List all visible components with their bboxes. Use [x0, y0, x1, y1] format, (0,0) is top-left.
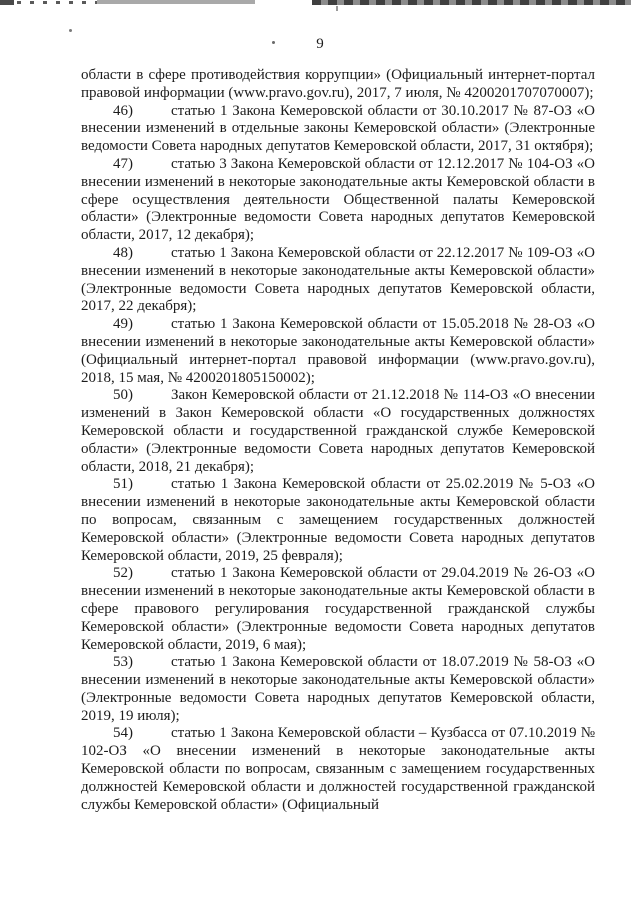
scan-edge-artifact: [17, 1, 97, 4]
item-number: 46): [113, 102, 133, 119]
item-number: 49): [113, 316, 133, 333]
item-text: статью 1 Закона Кемеровской области от 18.07.2019 № 58-ОЗ «О внесении изменений в некоторые законодательные акты Кемеровской области» (Электронные ведомости Совета народных депутатов Кемеровской области, 2019, 19 июля);: [81, 654, 595, 724]
item-number: 50): [113, 387, 133, 404]
item-text: статью 1 Закона Кемеровской области от 29.04.2019 № 26-ОЗ «О внесении изменений в некоторые законодательные акты Кемеровской области в сфере правового регулирования государственной гражданской службы Кемеровской области» (Электронные ведомости Совета народных депутатов Кемеровской области, 2019, 6 мая);: [81, 565, 595, 653]
list-item-53: [81, 654, 595, 725]
item-number: 51): [113, 476, 133, 493]
scan-edge-artifact: [0, 0, 14, 5]
item-text: статью 1 Закона Кемеровской области от 30.10.2017 № 87-ОЗ «О внесении изменений в отдельные законы Кемеровской области» (Электронные ведомости Совета народных депутатов Кемеровской области, 2017, 31 октября);: [81, 102, 595, 155]
item-text: статью 1 Закона Кемеровской области от 15.05.2018 № 28-ОЗ «О внесении изменений в некоторые законодательные акты Кемеровской области» (Официальный интернет-портал правовой информации (www.pravo.gov.ru), 2018, 15 мая, № 4200201805150002);: [81, 316, 595, 386]
list-item-46: [81, 103, 595, 156]
item-number: 53): [113, 654, 133, 671]
scan-edge-artifact: [97, 0, 255, 4]
item-text: Закон Кемеровской области от 21.12.2018 № 114-ОЗ «О внесении изменений в Закон Кемеровской области «О государственных должностях Кемеровской области и государственной гражданской службе Кемеровской области» (Электронные ведомости Совета народных депутатов Кемеровской области, 2018, 21 декабря);: [81, 387, 595, 475]
scan-speck: [336, 6, 338, 11]
page-number: 9: [316, 36, 324, 52]
item-number: 47): [113, 155, 133, 172]
scan-speck: [69, 29, 72, 32]
item-number: 48): [113, 244, 133, 261]
list-item-52: [81, 565, 595, 654]
item-text: статью 1 Закона Кемеровской области от 25.02.2019 № 5-ОЗ «О внесении изменений в некоторые законодательные акты Кемеровской области по вопросам, связанным с замещением государственных должностей Кемеровской области» (Электронные ведомости Совета народных депутатов Кемеровской области, 2019, 25 февраля);: [81, 476, 595, 564]
item-text: статью 1 Закона Кемеровской области – Кузбасса от 07.10.2019 № 102-ОЗ «О внесении изменений в некоторые законодательные акты Кемеровской области по вопросам, связанным с замещением государственных должностей Кемеровской области и должностей государственной гражданской службы Кемеровской области» (Официальный: [81, 725, 595, 813]
paragraph-text: области в сфере противодействия коррупции» (Официальный интернет-портал правовой информации (www.pravo.gov.ru), 2017, 7 июля, № 4200201707070007);: [81, 67, 595, 101]
list-item-47: [81, 156, 595, 245]
item-number: 54): [113, 725, 133, 742]
item-text: статью 3 Закона Кемеровской области от 12.12.2017 № 104-ОЗ «О внесении изменений в некоторые законодательные акты Кемеровской области в сфере осуществления деятельности Общественной палаты Кемеровской области» (Электронные ведомости Совета народных депутатов Кемеровской области, 2017, 12 декабря);: [81, 155, 595, 244]
list-item-54: [81, 725, 595, 814]
document-text-block: [81, 67, 595, 814]
list-item-51: [81, 476, 595, 565]
paragraph-continuation: [81, 67, 595, 103]
item-text: статью 1 Закона Кемеровской области от 22.12.2017 № 109-ОЗ «О внесении изменений в некоторые законодательные акты Кемеровской области» (Электронные ведомости Совета народных депутатов Кемеровской области, 2017, 22 декабря);: [81, 244, 595, 315]
list-item-48: [81, 245, 595, 316]
item-number: 52): [113, 565, 133, 582]
list-item-49: [81, 316, 595, 387]
scan-edge-artifact: [312, 0, 631, 5]
list-item-50: [81, 387, 595, 476]
